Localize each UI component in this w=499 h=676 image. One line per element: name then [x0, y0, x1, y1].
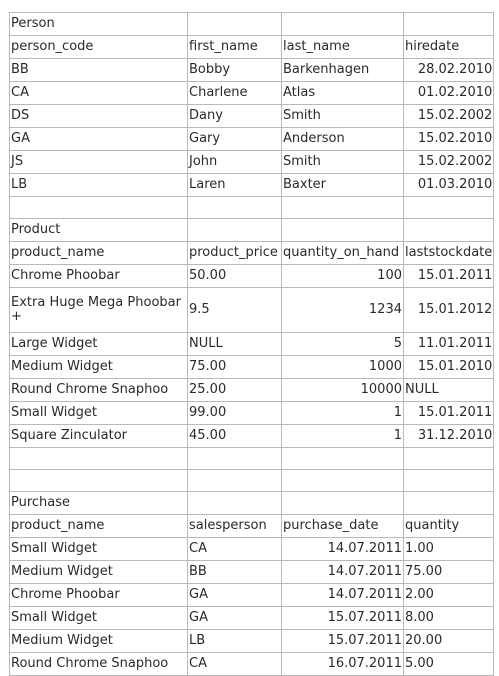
- table-row: [10, 653, 494, 676]
- table-row: [10, 59, 494, 82]
- empty-cell[interactable]: [404, 448, 494, 470]
- column-header[interactable]: quantity_on_hand: [282, 242, 404, 265]
- cell[interactable]: Smith: [282, 151, 404, 174]
- table-row: [10, 607, 494, 630]
- empty-cell[interactable]: [282, 13, 404, 36]
- cell[interactable]: Dany: [188, 105, 282, 128]
- column-header[interactable]: salesperson: [188, 515, 282, 538]
- empty-cell[interactable]: [188, 448, 282, 470]
- empty-cell[interactable]: [282, 219, 404, 242]
- column-header[interactable]: product_name: [10, 242, 188, 265]
- empty-cell[interactable]: [188, 197, 282, 219]
- cell[interactable]: Anderson: [282, 128, 404, 151]
- table-row: [10, 128, 494, 151]
- cell[interactable]: Smith: [282, 105, 404, 128]
- cell[interactable]: Medium Widget: [10, 630, 188, 653]
- empty-row: [10, 448, 494, 470]
- column-header[interactable]: hiredate: [404, 36, 494, 59]
- cell[interactable]: 1: [282, 402, 404, 425]
- cell[interactable]: 15.01.2010: [404, 356, 494, 379]
- cell[interactable]: 1.00: [404, 538, 494, 561]
- cell[interactable]: LB: [188, 630, 282, 653]
- table-row: [10, 402, 494, 425]
- empty-cell[interactable]: [10, 448, 188, 470]
- cell[interactable]: 15.01.2012: [404, 288, 494, 333]
- cell[interactable]: Round Chrome Snaphoo: [10, 379, 188, 402]
- cell[interactable]: Chrome Phoobar: [10, 265, 188, 288]
- cell[interactable]: 15.01.2011: [404, 402, 494, 425]
- empty-cell[interactable]: [10, 197, 188, 219]
- cell[interactable]: 15.07.2011: [282, 630, 404, 653]
- table-row: [10, 356, 494, 379]
- cell[interactable]: 99.00: [188, 402, 282, 425]
- column-header[interactable]: purchase_date: [282, 515, 404, 538]
- cell[interactable]: GA: [188, 584, 282, 607]
- cell[interactable]: 15.02.2002: [404, 151, 494, 174]
- empty-row: [10, 470, 494, 492]
- table-row: [10, 105, 494, 128]
- table-row: [10, 333, 494, 356]
- table-row: [10, 288, 494, 333]
- empty-cell[interactable]: [404, 13, 494, 36]
- cell[interactable]: Square Zinculator: [10, 425, 188, 448]
- cell[interactable]: 1234: [282, 288, 404, 333]
- cell[interactable]: Large Widget: [10, 333, 188, 356]
- empty-cell[interactable]: [188, 219, 282, 242]
- cell[interactable]: 15.02.2002: [404, 105, 494, 128]
- column-header[interactable]: laststockdate: [404, 242, 494, 265]
- cell[interactable]: 11.01.2011: [404, 333, 494, 356]
- cell[interactable]: GA: [10, 128, 188, 151]
- cell[interactable]: 16.07.2011: [282, 653, 404, 676]
- cell[interactable]: Small Widget: [10, 607, 188, 630]
- empty-cell[interactable]: [10, 470, 188, 492]
- header-row: [10, 36, 494, 59]
- cell[interactable]: CA: [188, 653, 282, 676]
- cell[interactable]: DS: [10, 105, 188, 128]
- cell[interactable]: LB: [10, 174, 188, 197]
- table-row: [10, 265, 494, 288]
- table-row: [10, 174, 494, 197]
- table-row: [10, 379, 494, 402]
- cell[interactable]: 20.00: [404, 630, 494, 653]
- cell[interactable]: 1000: [282, 356, 404, 379]
- cell[interactable]: Medium Widget: [10, 561, 188, 584]
- table-title-row: [10, 219, 494, 242]
- cell[interactable]: 15.01.2011: [404, 265, 494, 288]
- cell[interactable]: Laren: [188, 174, 282, 197]
- column-header[interactable]: product_name: [10, 515, 188, 538]
- cell[interactable]: 31.12.2010: [404, 425, 494, 448]
- empty-cell[interactable]: [282, 197, 404, 219]
- table-row: [10, 630, 494, 653]
- cell[interactable]: Bobby: [188, 59, 282, 82]
- empty-cell[interactable]: [282, 470, 404, 492]
- empty-cell[interactable]: [188, 492, 282, 515]
- cell[interactable]: Atlas: [282, 82, 404, 105]
- cell[interactable]: Medium Widget: [10, 356, 188, 379]
- empty-row: [10, 197, 494, 219]
- cell[interactable]: JS: [10, 151, 188, 174]
- empty-cell[interactable]: [282, 448, 404, 470]
- cell[interactable]: 5: [282, 333, 404, 356]
- cell[interactable]: NULL: [188, 333, 282, 356]
- column-header[interactable]: last_name: [282, 36, 404, 59]
- empty-cell[interactable]: [188, 13, 282, 36]
- column-header[interactable]: person_code: [10, 36, 188, 59]
- cell[interactable]: Baxter: [282, 174, 404, 197]
- cell[interactable]: 1: [282, 425, 404, 448]
- cell[interactable]: 01.03.2010: [404, 174, 494, 197]
- cell[interactable]: 50.00: [188, 265, 282, 288]
- cell[interactable]: 75.00: [404, 561, 494, 584]
- table-row: [10, 561, 494, 584]
- table-title-row: [10, 492, 494, 515]
- cell[interactable]: 14.07.2011: [282, 538, 404, 561]
- cell[interactable]: Small Widget: [10, 402, 188, 425]
- cell[interactable]: 2.00: [404, 584, 494, 607]
- spreadsheet-table: [9, 12, 494, 676]
- section-title-person[interactable]: Person: [10, 13, 188, 36]
- cell[interactable]: 01.02.2010: [404, 82, 494, 105]
- cell[interactable]: Charlene: [188, 82, 282, 105]
- cell[interactable]: Extra Huge Mega Phoobar +: [10, 288, 188, 333]
- cell[interactable]: BB: [10, 59, 188, 82]
- cell[interactable]: Small Widget: [10, 538, 188, 561]
- cell[interactable]: 75.00: [188, 356, 282, 379]
- cell[interactable]: 28.02.2010: [404, 59, 494, 82]
- column-header[interactable]: product_price: [188, 242, 282, 265]
- cell[interactable]: Round Chrome Snaphoo: [10, 653, 188, 676]
- empty-cell[interactable]: [404, 492, 494, 515]
- cell[interactable]: CA: [188, 538, 282, 561]
- cell[interactable]: Gary: [188, 128, 282, 151]
- cell[interactable]: 15.02.2010: [404, 128, 494, 151]
- cell[interactable]: 14.07.2011: [282, 561, 404, 584]
- cell[interactable]: 25.00: [188, 379, 282, 402]
- cell[interactable]: BB: [188, 561, 282, 584]
- cell[interactable]: 100: [282, 265, 404, 288]
- cell[interactable]: 8.00: [404, 607, 494, 630]
- cell[interactable]: 5.00: [404, 653, 494, 676]
- cell[interactable]: NULL: [404, 379, 494, 402]
- section-title-purchase[interactable]: Purchase: [10, 492, 188, 515]
- cell[interactable]: 9.5: [188, 288, 282, 333]
- empty-cell[interactable]: [404, 197, 494, 219]
- header-row: [10, 242, 494, 265]
- table-row: [10, 82, 494, 105]
- column-header[interactable]: quantity: [404, 515, 494, 538]
- table-row: [10, 584, 494, 607]
- empty-cell[interactable]: [188, 470, 282, 492]
- table-row: [10, 425, 494, 448]
- empty-cell[interactable]: [282, 492, 404, 515]
- cell[interactable]: GA: [188, 607, 282, 630]
- header-row: [10, 515, 494, 538]
- cell[interactable]: Barkenhagen: [282, 59, 404, 82]
- cell[interactable]: CA: [10, 82, 188, 105]
- cell[interactable]: 14.07.2011: [282, 584, 404, 607]
- table-title-row: [10, 13, 494, 36]
- cell[interactable]: John: [188, 151, 282, 174]
- section-title-product[interactable]: Product: [10, 219, 188, 242]
- table-row: [10, 151, 494, 174]
- column-header[interactable]: first_name: [188, 36, 282, 59]
- empty-cell[interactable]: [404, 470, 494, 492]
- cell[interactable]: Chrome Phoobar: [10, 584, 188, 607]
- cell[interactable]: 15.07.2011: [282, 607, 404, 630]
- cell[interactable]: 10000: [282, 379, 404, 402]
- table-row: [10, 538, 494, 561]
- empty-cell[interactable]: [404, 219, 494, 242]
- cell[interactable]: 45.00: [188, 425, 282, 448]
